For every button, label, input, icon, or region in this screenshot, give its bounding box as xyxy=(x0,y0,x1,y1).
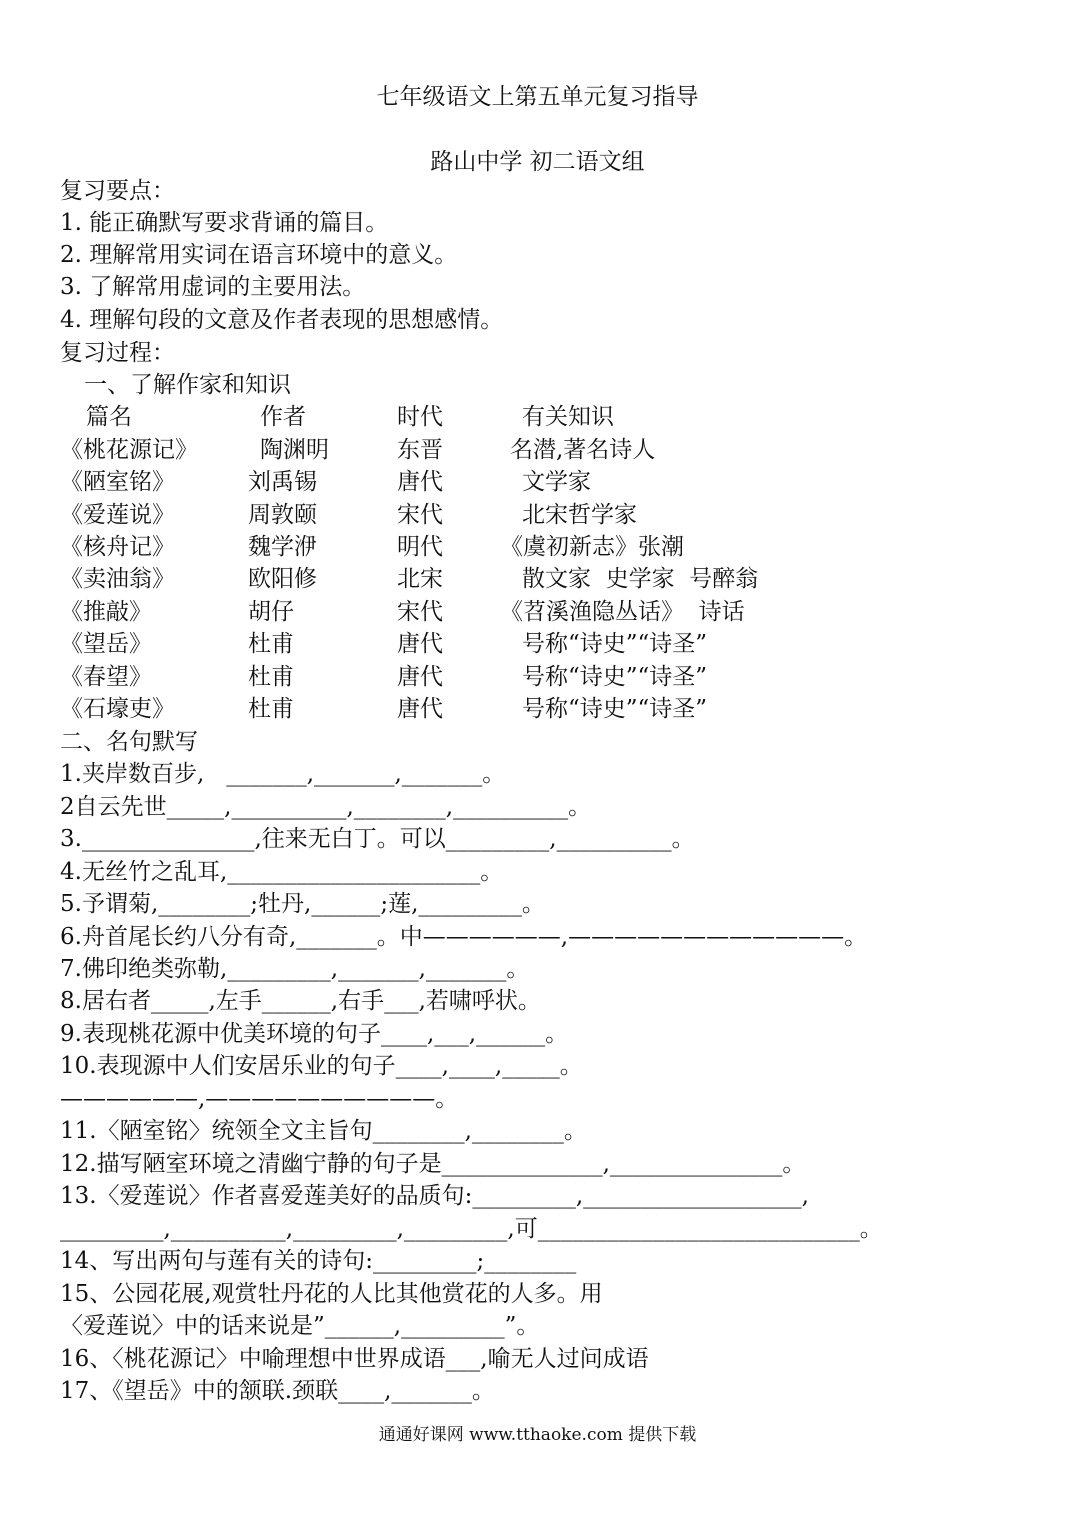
table-cell: 唐代 xyxy=(397,664,443,690)
table-cell: 杜甫 xyxy=(248,664,294,690)
page-subtitle: 路山中学 初二语文组 xyxy=(430,149,645,175)
table-cell: 唐代 xyxy=(397,469,443,495)
dictation-item: 17、《望岳》中的颔联.颈联____,_______。 xyxy=(60,1378,495,1404)
table-header: 篇名 xyxy=(86,404,132,430)
table-cell: 杜甫 xyxy=(248,631,294,657)
table-cell: 号称“诗史”“诗圣” xyxy=(522,696,708,722)
table-cell: 唐代 xyxy=(397,631,443,657)
section-heading: 二、名句默写 xyxy=(60,729,198,755)
dictation-item: 1.夹岸数百步, _______,_______,_______。 xyxy=(60,761,506,787)
table-cell: 北宋哲学家 xyxy=(522,502,637,528)
table-cell: 散文家 史学家 号醉翁 xyxy=(522,566,759,592)
table-cell: 《推敲》 xyxy=(60,599,152,625)
dictation-item: 11.〈陋室铭〉统领全文主旨句________,________。 xyxy=(60,1118,587,1144)
table-cell: 陶渊明 xyxy=(260,437,329,463)
dictation-item: 5.予谓菊,________;牡丹,______;莲,_________。 xyxy=(60,891,545,917)
review-point: 2. 理解常用实词在语言环境中的意义。 xyxy=(60,242,458,268)
table-cell: 欧阳修 xyxy=(248,566,317,592)
table-cell: 文学家 xyxy=(522,469,591,495)
table-cell: 《核舟记》 xyxy=(60,534,175,560)
table-cell: 杜甫 xyxy=(248,696,294,722)
dictation-item: 9.表现桃花源中优美环境的句子____,___,______。 xyxy=(60,1021,569,1047)
dictation-item: 10.表现源中人们安居乐业的句子____,____,_____。 xyxy=(60,1053,583,1079)
table-header: 时代 xyxy=(397,404,443,430)
table-cell: 《石壕吏》 xyxy=(60,696,175,722)
table-cell: 周敦颐 xyxy=(248,502,317,528)
dictation-item: 4.无丝竹之乱耳,______________________。 xyxy=(60,859,504,885)
footer-credit: 通通好课网 www.tthaoke.com 提供下载 xyxy=(378,1425,697,1445)
table-cell: 《陋室铭》 xyxy=(60,469,175,495)
dictation-item: 14、写出两句与莲有关的诗句:_________;________ xyxy=(60,1248,577,1274)
dictation-item: 13.〈爱莲说〉作者喜爱莲美好的品质句:_________,___________________, xyxy=(60,1183,809,1209)
process-heading: 复习过程： xyxy=(60,340,175,366)
page-title: 七年级语文上第五单元复习指导 xyxy=(376,84,699,110)
dictation-item: _________,__________,_________,_________,可____________________________。 xyxy=(60,1216,883,1242)
table-cell: 《春望》 xyxy=(60,664,152,690)
table-cell: 宋代 xyxy=(397,502,443,528)
dictation-item: ——————,——————————。 xyxy=(60,1086,459,1112)
table-cell: 《虞初新志》张潮 xyxy=(500,534,684,560)
dictation-item: 2自云先世_____,__________,________,__________。 xyxy=(60,794,592,820)
dictation-item: 7.佛印绝类弥勒,_________,_______,_______。 xyxy=(60,956,530,982)
section-heading: 一、了解作家和知识 xyxy=(84,372,291,398)
table-cell: 号称“诗史”“诗圣” xyxy=(522,664,708,690)
dictation-item: 6.舟首尾长约八分有奇,_______。中——————,————————————。 xyxy=(60,924,868,950)
review-point: 4. 理解句段的文意及作者表现的思想感情。 xyxy=(60,307,504,333)
table-cell: 北宋 xyxy=(397,566,443,592)
dictation-item: 3._______________,往来无白丁。可以_________,__________。 xyxy=(60,826,695,852)
table-cell: 唐代 xyxy=(397,696,443,722)
table-cell: 《苕溪渔隐丛话》 诗话 xyxy=(500,599,745,625)
dictation-item: 12.描写陋室环境之清幽宁静的句子是______________,_______________。 xyxy=(60,1151,806,1177)
review-points-heading: 复习要点： xyxy=(60,178,175,204)
table-cell: 东晋 xyxy=(397,437,443,463)
table-cell: 《桃花源记》 xyxy=(60,437,198,463)
table-cell: 宋代 xyxy=(397,599,443,625)
review-point: 1. 能正确默写要求背诵的篇目。 xyxy=(60,210,389,236)
table-cell: 胡仔 xyxy=(248,599,294,625)
table-cell: 魏学洢 xyxy=(248,534,317,560)
dictation-item: 〈爱莲说〉中的话来说是”______,_________”。 xyxy=(60,1313,540,1339)
dictation-item: 15、公园花展,观赏牡丹花的人比其他赏花的人多。用 xyxy=(60,1281,603,1307)
table-cell: 刘禹锡 xyxy=(248,469,317,495)
table-cell: 《卖油翁》 xyxy=(60,566,175,592)
dictation-item: 8.居右者_____,左手______,右手___,若啸呼状。 xyxy=(60,988,541,1014)
table-cell: 《望岳》 xyxy=(60,631,152,657)
table-header: 作者 xyxy=(260,404,306,430)
table-cell: 明代 xyxy=(397,534,443,560)
dictation-item: 16、〈桃花源记〉中喻理想中世界成语___,喻无人过问成语 xyxy=(60,1346,649,1372)
review-point: 3. 了解常用虚词的主要用法。 xyxy=(60,274,366,300)
table-cell: 名潜,著名诗人 xyxy=(510,437,656,463)
table-cell: 号称“诗史”“诗圣” xyxy=(522,631,708,657)
table-header: 有关知识 xyxy=(522,404,614,430)
table-cell: 《爱莲说》 xyxy=(60,502,175,528)
